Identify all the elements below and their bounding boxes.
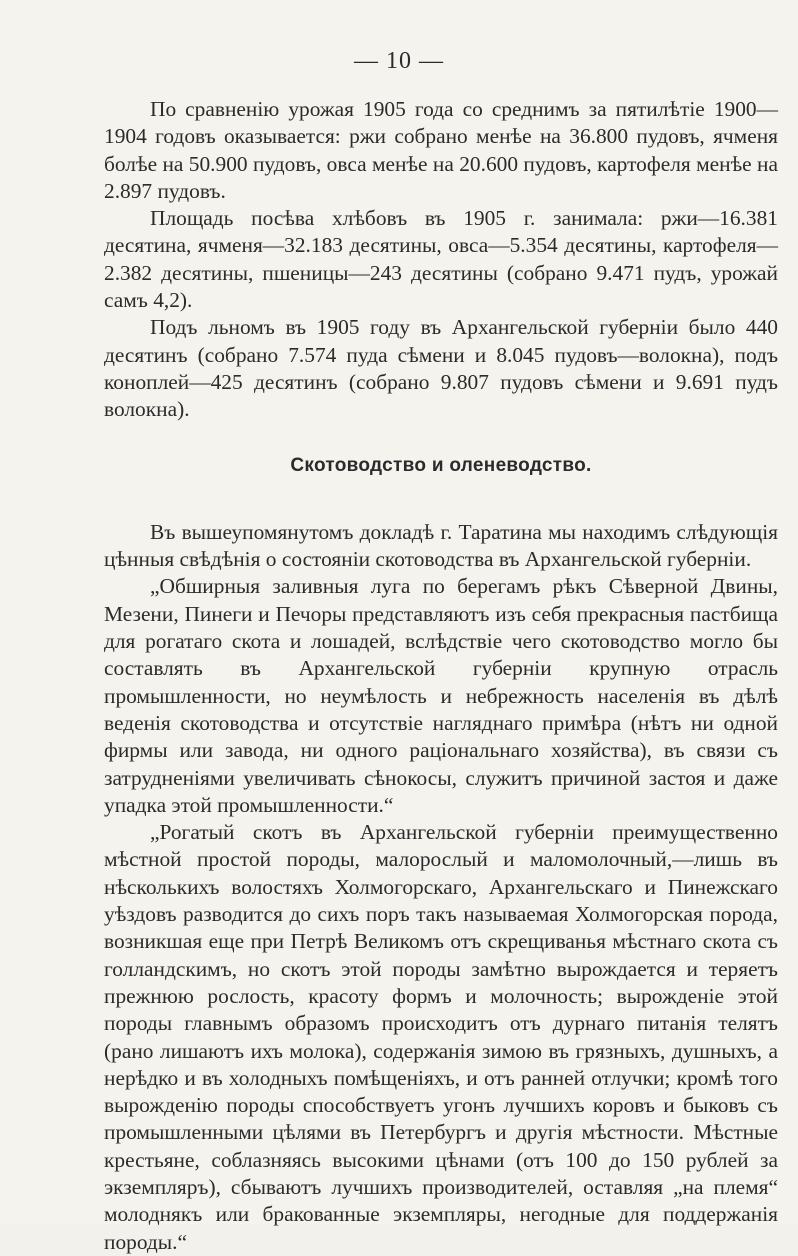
paragraph-sown-area: Площадь посѣва хлѣбовъ въ 1905 г. занимала: ржи—16.381 десятина, ячменя—32.183 десятины, овса—5.354 десятины, картофеля—2.382 десятины, пшеницы—243 десятины (собрано 9.471 пудъ, урожай самъ 4,2).	[104, 206, 778, 313]
paragraph-meadows-quote: „Обширныя заливныя луга по берегамъ рѣкъ Сѣверной Двины, Мезени, Пинеги и Печоры представляютъ изъ себя прекрасныя пастбища для рогатаго скота и лошадей, вслѣдствіе чего скотоводство могло бы составлять въ Архангельской губерніи крупную отрасль промышленности, но неумѣлость и небрежность населенія въ дѣлѣ веденія скотоводства и отсутствіе нагляднаго примѣра (нѣтъ ни одной фирмы или завода, ни одного раціональнаго хозяйства), въ связи съ затрудненіями увеличивать сѣнокосы, служитъ причиной застоя и даже упадка этой промышленности.“	[104, 574, 778, 817]
paragraph-flax-hemp: Подъ льномъ въ 1905 году въ Архангельской губерніи было 440 десятинъ (собрано 7.574 пуда сѣмени и 8.045 пудовъ—волокна), подъ коноплей—425 десятинъ (собрано 9.807 пудовъ сѣмени и 9.691 пудъ волокна).	[104, 315, 778, 422]
page-body	[104, 96, 778, 1256]
paragraph-report-intro: Въ вышеупомянутомъ докладѣ г. Таратина мы находимъ слѣдующія цѣнныя свѣдѣнія о состояніи скотоводства въ Архангельской губерніи.	[104, 519, 778, 572]
paragraph-harvest-comparison: По сравненію урожая 1905 года со среднимъ за пятилѣтіе 1900—1904 годовъ оказывается: ржи собрано менѣе на 36.800 пудовъ, ячменя болѣе на 50.900 пудовъ, овса менѣе на 20.600 пудовъ, картофеля менѣе на 2.897 пудовъ.	[104, 97, 778, 203]
section-heading: Скотоводство и оленеводство.	[290, 454, 592, 476]
page-number: — 10 —	[354, 48, 444, 74]
paragraph-cattle-quote: „Рогатый скотъ въ Архангельской губерніи преимущественно мѣстной простой породы, малорослый и маломолочный,—лишь въ нѣсколькихъ волостяхъ Холмогорскаго, Архангельскаго и Пинежскаго уѣздовъ разводится до сихъ поръ такъ называемая Холмогорская порода, возникшая еще при Петрѣ Великомъ отъ скрещиванья мѣстнаго скота съ голландскимъ, но скотъ этой породы замѣтно вырождается и теряетъ прежнюю рослость, красоту формъ и молочность; вырожденіе этой породы главнымъ образомъ происходитъ отъ дурнаго питанія телятъ (рано лишаютъ ихъ молока), содержанія зимою въ грязныхъ, душныхъ, а нерѣдко и въ холодныхъ помѣщеніяхъ, и отъ ранней отлучки; кромѣ того вырожденію породы способствуетъ угонъ лучшихъ коровъ и быковъ съ промышленными цѣлями въ Петербургъ и другія мѣстности. Мѣстные крестьяне, соблазняясь высокими цѣнами (отъ 100 до 150 рублей за экземпляръ), сбываютъ лучшихъ производителей, оставляя „на племя“ молоднякъ или бракованные экземпляры, негодные для поддержанія породы.“	[104, 820, 778, 1254]
